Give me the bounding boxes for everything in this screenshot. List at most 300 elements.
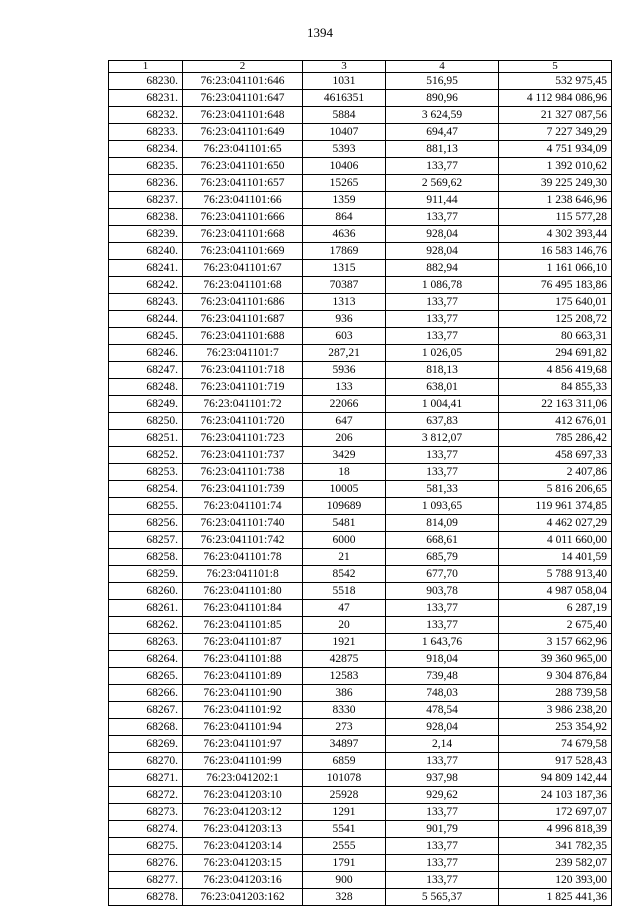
cadastral-number-cell: 76:23:041101:74: [183, 498, 303, 515]
cadastral-value-cell: 4 996 818,39: [499, 821, 612, 838]
specific-value-cell: 581,33: [386, 481, 499, 498]
cadastral-value-cell: 5 816 206,65: [499, 481, 612, 498]
area-cell: 10005: [303, 481, 386, 498]
page-number: 1394: [307, 25, 333, 40]
row-number-cell: 68268.: [109, 719, 183, 736]
area-cell: 8542: [303, 566, 386, 583]
cadastral-number-cell: 76:23:041203:12: [183, 804, 303, 821]
area-cell: 21: [303, 549, 386, 566]
table-row: [109, 889, 612, 906]
row-number-cell: 68273.: [109, 804, 183, 821]
table-row: [109, 821, 612, 838]
cadastral-value-cell: 125 208,72: [499, 311, 612, 328]
cadastral-value-cell: 4 011 660,00: [499, 532, 612, 549]
specific-value-cell: 928,04: [386, 226, 499, 243]
area-cell: 287,21: [303, 345, 386, 362]
cadastral-number-cell: 76:23:041101:737: [183, 447, 303, 464]
cadastral-number-cell: 76:23:041203:14: [183, 838, 303, 855]
row-number-cell: 68251.: [109, 430, 183, 447]
cadastral-value-cell: 24 103 187,36: [499, 787, 612, 804]
table-row: [109, 685, 612, 702]
cadastral-number-cell: 76:23:041101:85: [183, 617, 303, 634]
specific-value-cell: 882,94: [386, 260, 499, 277]
row-number-cell: 68261.: [109, 600, 183, 617]
area-cell: 10407: [303, 124, 386, 141]
row-number-cell: 68272.: [109, 787, 183, 804]
row-number-cell: 68245.: [109, 328, 183, 345]
row-number-cell: 68254.: [109, 481, 183, 498]
row-number-cell: 68252.: [109, 447, 183, 464]
cadastral-value-cell: 341 782,35: [499, 838, 612, 855]
specific-value-cell: 637,83: [386, 413, 499, 430]
area-cell: 1921: [303, 634, 386, 651]
table-header-row: [109, 61, 612, 73]
table-row: [109, 498, 612, 515]
row-number-cell: 68256.: [109, 515, 183, 532]
table-row: [109, 124, 612, 141]
cadastral-number-cell: 76:23:041101:648: [183, 107, 303, 124]
area-cell: 1315: [303, 260, 386, 277]
row-number-cell: 68265.: [109, 668, 183, 685]
cadastral-value-cell: 120 393,00: [499, 872, 612, 889]
area-cell: 47: [303, 600, 386, 617]
row-number-cell: 68270.: [109, 753, 183, 770]
area-cell: 12583: [303, 668, 386, 685]
cadastral-value-cell: 2 407,86: [499, 464, 612, 481]
cadastral-value-cell: 1 238 646,96: [499, 192, 612, 209]
cadastral-value-cell: 4 856 419,68: [499, 362, 612, 379]
area-cell: 8330: [303, 702, 386, 719]
table-row: [109, 515, 612, 532]
cadastral-number-cell: 76:23:041101:720: [183, 413, 303, 430]
cadastral-value-cell: 4 751 934,09: [499, 141, 612, 158]
column-header-5: 5: [499, 61, 612, 73]
cadastral-value-cell: 917 528,43: [499, 753, 612, 770]
area-cell: 328: [303, 889, 386, 906]
area-cell: 5936: [303, 362, 386, 379]
table-row: [109, 396, 612, 413]
row-number-cell: 68271.: [109, 770, 183, 787]
table-row: [109, 855, 612, 872]
cadastral-value-cell: 5 788 913,40: [499, 566, 612, 583]
cadastral-value-cell: 458 697,33: [499, 447, 612, 464]
table-row: [109, 175, 612, 192]
cadastral-number-cell: 76:23:041101:742: [183, 532, 303, 549]
specific-value-cell: 478,54: [386, 702, 499, 719]
row-number-cell: 68243.: [109, 294, 183, 311]
area-cell: 6859: [303, 753, 386, 770]
table-row: [109, 464, 612, 481]
row-number-cell: 68246.: [109, 345, 183, 362]
cadastral-value-cell: 1 161 066,10: [499, 260, 612, 277]
area-cell: 1359: [303, 192, 386, 209]
specific-value-cell: 668,61: [386, 532, 499, 549]
specific-value-cell: 1 093,65: [386, 498, 499, 515]
specific-value-cell: 911,44: [386, 192, 499, 209]
cadastral-value-cell: 785 286,42: [499, 430, 612, 447]
table-row: [109, 481, 612, 498]
specific-value-cell: 638,01: [386, 379, 499, 396]
cadastral-number-cell: 76:23:041101:97: [183, 736, 303, 753]
area-cell: 2555: [303, 838, 386, 855]
table-row: [109, 430, 612, 447]
area-cell: 603: [303, 328, 386, 345]
row-number-cell: 68275.: [109, 838, 183, 855]
cadastral-value-cell: 115 577,28: [499, 209, 612, 226]
cadastral-number-cell: 76:23:041101:7: [183, 345, 303, 362]
table-row: [109, 753, 612, 770]
row-number-cell: 68253.: [109, 464, 183, 481]
area-cell: 3429: [303, 447, 386, 464]
cadastral-value-cell: 288 739,58: [499, 685, 612, 702]
cadastral-number-cell: 76:23:041101:66: [183, 192, 303, 209]
table-row: [109, 804, 612, 821]
table-row: [109, 413, 612, 430]
cadastral-value-cell: 4 112 984 086,96: [499, 90, 612, 107]
row-number-cell: 68239.: [109, 226, 183, 243]
area-cell: 15265: [303, 175, 386, 192]
table-row: [109, 192, 612, 209]
specific-value-cell: 133,77: [386, 600, 499, 617]
area-cell: 5884: [303, 107, 386, 124]
row-number-cell: 68269.: [109, 736, 183, 753]
specific-value-cell: 937,98: [386, 770, 499, 787]
row-number-cell: 68241.: [109, 260, 183, 277]
table-row: [109, 617, 612, 634]
cadastral-number-cell: 76:23:041101:647: [183, 90, 303, 107]
cadastral-value-cell: 175 640,01: [499, 294, 612, 311]
area-cell: 4636: [303, 226, 386, 243]
cadastral-number-cell: 76:23:041101:89: [183, 668, 303, 685]
cadastral-value-cell: 1 392 010,62: [499, 158, 612, 175]
area-cell: 386: [303, 685, 386, 702]
cadastral-value-cell: 532 975,45: [499, 73, 612, 90]
cadastral-value-cell: 4 987 058,04: [499, 583, 612, 600]
table-row: [109, 600, 612, 617]
table-row: [109, 107, 612, 124]
area-cell: 936: [303, 311, 386, 328]
specific-value-cell: 5 565,37: [386, 889, 499, 906]
table-row: [109, 90, 612, 107]
area-cell: 1291: [303, 804, 386, 821]
cadastral-number-cell: 76:23:041101:668: [183, 226, 303, 243]
cadastral-number-cell: 76:23:041101:65: [183, 141, 303, 158]
area-cell: 206: [303, 430, 386, 447]
specific-value-cell: 1 643,76: [386, 634, 499, 651]
cadastral-number-cell: 76:23:041101:646: [183, 73, 303, 90]
area-cell: 1031: [303, 73, 386, 90]
table-row: [109, 668, 612, 685]
table-row: [109, 719, 612, 736]
row-number-cell: 68234.: [109, 141, 183, 158]
table-row: [109, 379, 612, 396]
cadastral-value-cell: 2 675,40: [499, 617, 612, 634]
cadastral-number-cell: 76:23:041203:13: [183, 821, 303, 838]
row-number-cell: 68238.: [109, 209, 183, 226]
cadastral-value-cell: 7 227 349,29: [499, 124, 612, 141]
area-cell: 17869: [303, 243, 386, 260]
cadastral-number-cell: 76:23:041101:688: [183, 328, 303, 345]
column-header-2: 2: [183, 61, 303, 73]
row-number-cell: 68242.: [109, 277, 183, 294]
specific-value-cell: 694,47: [386, 124, 499, 141]
table-row: [109, 838, 612, 855]
cadastral-value-cell: 74 679,58: [499, 736, 612, 753]
table-row: [109, 583, 612, 600]
area-cell: 42875: [303, 651, 386, 668]
specific-value-cell: 1 004,41: [386, 396, 499, 413]
specific-value-cell: 133,77: [386, 209, 499, 226]
specific-value-cell: 133,77: [386, 447, 499, 464]
specific-value-cell: 903,78: [386, 583, 499, 600]
area-cell: 647: [303, 413, 386, 430]
specific-value-cell: 133,77: [386, 464, 499, 481]
cadastral-value-cell: 21 327 087,56: [499, 107, 612, 124]
table-row: [109, 549, 612, 566]
area-cell: 34897: [303, 736, 386, 753]
area-cell: 25928: [303, 787, 386, 804]
specific-value-cell: 133,77: [386, 294, 499, 311]
row-number-cell: 68240.: [109, 243, 183, 260]
specific-value-cell: 2,14: [386, 736, 499, 753]
table-row: [109, 73, 612, 90]
cadastral-number-cell: 76:23:041203:15: [183, 855, 303, 872]
table-row: [109, 702, 612, 719]
cadastral-value-cell: 3 157 662,96: [499, 634, 612, 651]
area-cell: 1791: [303, 855, 386, 872]
specific-value-cell: 133,77: [386, 158, 499, 175]
specific-value-cell: 1 086,78: [386, 277, 499, 294]
area-cell: 133: [303, 379, 386, 396]
row-number-cell: 68235.: [109, 158, 183, 175]
cadastral-value-cell: 4 302 393,44: [499, 226, 612, 243]
cadastral-number-cell: 76:23:041101:687: [183, 311, 303, 328]
row-number-cell: 68255.: [109, 498, 183, 515]
cadastral-value-cell: 1 825 441,36: [499, 889, 612, 906]
specific-value-cell: 133,77: [386, 804, 499, 821]
cadastral-value-cell: 39 360 965,00: [499, 651, 612, 668]
cadastral-value-cell: 76 495 183,86: [499, 277, 612, 294]
table-row: [109, 226, 612, 243]
cadastral-value-cell: 3 986 238,20: [499, 702, 612, 719]
row-number-cell: 68277.: [109, 872, 183, 889]
area-cell: 5481: [303, 515, 386, 532]
cadastral-number-cell: 76:23:041101:650: [183, 158, 303, 175]
table-row: [109, 158, 612, 175]
row-number-cell: 68267.: [109, 702, 183, 719]
cadastral-number-cell: 76:23:041101:88: [183, 651, 303, 668]
column-header-4: 4: [386, 61, 499, 73]
row-number-cell: 68249.: [109, 396, 183, 413]
specific-value-cell: 928,04: [386, 243, 499, 260]
area-cell: 18: [303, 464, 386, 481]
specific-value-cell: 890,96: [386, 90, 499, 107]
table-body: [109, 73, 612, 906]
cadastral-number-cell: 76:23:041101:92: [183, 702, 303, 719]
cadastral-number-cell: 76:23:041101:87: [183, 634, 303, 651]
table-row: [109, 566, 612, 583]
row-number-cell: 68244.: [109, 311, 183, 328]
cadastral-number-cell: 76:23:041101:80: [183, 583, 303, 600]
column-header-1: 1: [109, 61, 183, 73]
specific-value-cell: 3 624,59: [386, 107, 499, 124]
area-cell: 109689: [303, 498, 386, 515]
cadastral-number-cell: 76:23:041101:740: [183, 515, 303, 532]
cadastral-number-cell: 76:23:041203:16: [183, 872, 303, 889]
specific-value-cell: 929,62: [386, 787, 499, 804]
specific-value-cell: 748,03: [386, 685, 499, 702]
specific-value-cell: 677,70: [386, 566, 499, 583]
specific-value-cell: 928,04: [386, 719, 499, 736]
cadastral-number-cell: 76:23:041101:739: [183, 481, 303, 498]
table-row: [109, 243, 612, 260]
table-row: [109, 634, 612, 651]
row-number-cell: 68232.: [109, 107, 183, 124]
cadastral-value-cell: 119 961 374,85: [499, 498, 612, 515]
specific-value-cell: 133,77: [386, 838, 499, 855]
cadastral-number-cell: 76:23:041101:686: [183, 294, 303, 311]
row-number-cell: 68259.: [109, 566, 183, 583]
cadastral-number-cell: 76:23:041101:649: [183, 124, 303, 141]
area-cell: 5518: [303, 583, 386, 600]
area-cell: 864: [303, 209, 386, 226]
cadastral-value-cell: 16 583 146,76: [499, 243, 612, 260]
cadastral-number-cell: 76:23:041101:78: [183, 549, 303, 566]
area-cell: 101078: [303, 770, 386, 787]
specific-value-cell: 133,77: [386, 617, 499, 634]
cadastral-number-cell: 76:23:041101:99: [183, 753, 303, 770]
specific-value-cell: 3 812,07: [386, 430, 499, 447]
table-row: [109, 447, 612, 464]
cadastral-number-cell: 76:23:041101:657: [183, 175, 303, 192]
row-number-cell: 68262.: [109, 617, 183, 634]
table-row: [109, 141, 612, 158]
cadastral-number-cell: 76:23:041101:738: [183, 464, 303, 481]
area-cell: 70387: [303, 277, 386, 294]
cadastral-number-cell: 76:23:041101:718: [183, 362, 303, 379]
row-number-cell: 68257.: [109, 532, 183, 549]
area-cell: 4616351: [303, 90, 386, 107]
specific-value-cell: 133,77: [386, 753, 499, 770]
area-cell: 5541: [303, 821, 386, 838]
table-row: [109, 311, 612, 328]
row-number-cell: 68230.: [109, 73, 183, 90]
table-row: [109, 294, 612, 311]
area-cell: 22066: [303, 396, 386, 413]
specific-value-cell: 739,48: [386, 668, 499, 685]
table-row: [109, 787, 612, 804]
cadastral-value-cell: 172 697,07: [499, 804, 612, 821]
cadastral-value-cell: 80 663,31: [499, 328, 612, 345]
cadastral-number-cell: 76:23:041101:723: [183, 430, 303, 447]
row-number-cell: 68260.: [109, 583, 183, 600]
row-number-cell: 68231.: [109, 90, 183, 107]
specific-value-cell: 133,77: [386, 872, 499, 889]
row-number-cell: 68247.: [109, 362, 183, 379]
specific-value-cell: 818,13: [386, 362, 499, 379]
area-cell: 5393: [303, 141, 386, 158]
specific-value-cell: 133,77: [386, 328, 499, 345]
cadastral-number-cell: 76:23:041203:10: [183, 787, 303, 804]
cadastral-value-cell: 4 462 027,29: [499, 515, 612, 532]
row-number-cell: 68248.: [109, 379, 183, 396]
specific-value-cell: 2 569,62: [386, 175, 499, 192]
table-row: [109, 770, 612, 787]
table-row: [109, 209, 612, 226]
cadastral-number-cell: 76:23:041101:666: [183, 209, 303, 226]
cadastral-number-cell: 76:23:041202:1: [183, 770, 303, 787]
row-number-cell: 68258.: [109, 549, 183, 566]
area-cell: 20: [303, 617, 386, 634]
specific-value-cell: 814,09: [386, 515, 499, 532]
table-row: [109, 345, 612, 362]
area-cell: 900: [303, 872, 386, 889]
specific-value-cell: 1 026,05: [386, 345, 499, 362]
cadastral-number-cell: 76:23:041101:94: [183, 719, 303, 736]
cadastral-value-cell: 294 691,82: [499, 345, 612, 362]
table-row: [109, 260, 612, 277]
specific-value-cell: 516,95: [386, 73, 499, 90]
row-number-cell: 68266.: [109, 685, 183, 702]
table-row: [109, 736, 612, 753]
table-row: [109, 362, 612, 379]
specific-value-cell: 901,79: [386, 821, 499, 838]
table-row: [109, 328, 612, 345]
row-number-cell: 68236.: [109, 175, 183, 192]
cadastral-number-cell: 76:23:041101:719: [183, 379, 303, 396]
cadastral-value-cell: 39 225 249,30: [499, 175, 612, 192]
cadastral-value-cell: 412 676,01: [499, 413, 612, 430]
specific-value-cell: 881,13: [386, 141, 499, 158]
column-header-3: 3: [303, 61, 386, 73]
row-number-cell: 68237.: [109, 192, 183, 209]
cadastral-value-cell: 239 582,07: [499, 855, 612, 872]
cadastral-number-cell: 76:23:041203:162: [183, 889, 303, 906]
area-cell: 6000: [303, 532, 386, 549]
specific-value-cell: 685,79: [386, 549, 499, 566]
table-row: [109, 651, 612, 668]
cadastral-value-cell: 6 287,19: [499, 600, 612, 617]
cadastral-value-cell: 22 163 311,06: [499, 396, 612, 413]
row-number-cell: 68263.: [109, 634, 183, 651]
specific-value-cell: 133,77: [386, 311, 499, 328]
table-row: [109, 532, 612, 549]
cadastral-value-table: [108, 60, 612, 906]
row-number-cell: 68276.: [109, 855, 183, 872]
cadastral-number-cell: 76:23:041101:669: [183, 243, 303, 260]
cadastral-value-cell: 14 401,59: [499, 549, 612, 566]
cadastral-value-cell: 9 304 876,84: [499, 668, 612, 685]
row-number-cell: 68233.: [109, 124, 183, 141]
cadastral-value-cell: 253 354,92: [499, 719, 612, 736]
cadastral-number-cell: 76:23:041101:84: [183, 600, 303, 617]
cadastral-value-cell: 84 855,33: [499, 379, 612, 396]
specific-value-cell: 133,77: [386, 855, 499, 872]
area-cell: 273: [303, 719, 386, 736]
cadastral-number-cell: 76:23:041101:8: [183, 566, 303, 583]
cadastral-number-cell: 76:23:041101:72: [183, 396, 303, 413]
row-number-cell: 68278.: [109, 889, 183, 906]
row-number-cell: 68274.: [109, 821, 183, 838]
row-number-cell: 68264.: [109, 651, 183, 668]
cadastral-number-cell: 76:23:041101:90: [183, 685, 303, 702]
table-row: [109, 277, 612, 294]
cadastral-value-cell: 94 809 142,44: [499, 770, 612, 787]
row-number-cell: 68250.: [109, 413, 183, 430]
cadastral-number-cell: 76:23:041101:67: [183, 260, 303, 277]
specific-value-cell: 918,04: [386, 651, 499, 668]
area-cell: 1313: [303, 294, 386, 311]
